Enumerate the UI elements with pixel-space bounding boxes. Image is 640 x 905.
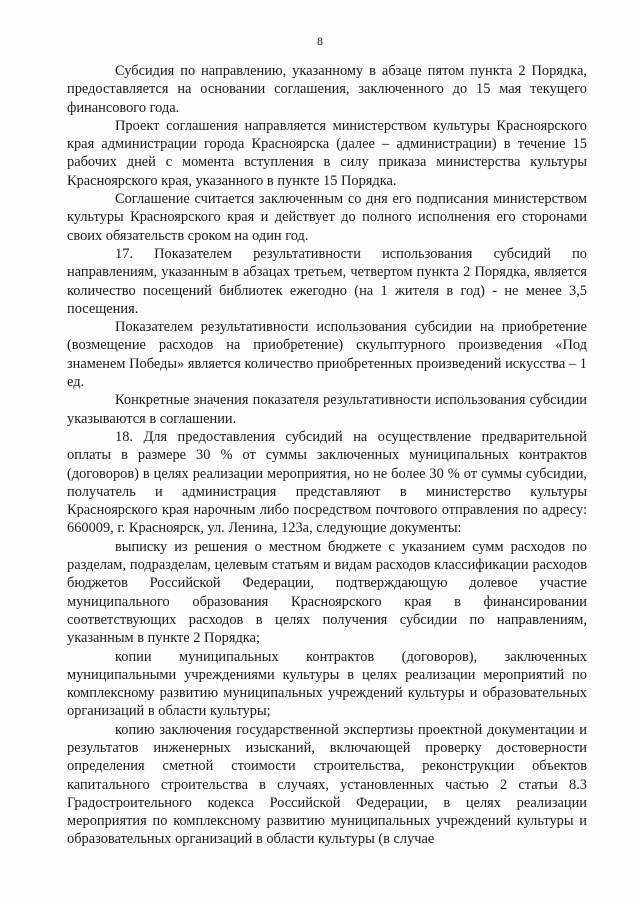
paragraph-draft-agreement: Проект соглашения направляется министерством культуры Красноярского края администрации города Красноярска (далее – администрации) в течение 15 рабочих дней с момента вступления в силу приказа министерства культуры Красноярского края, указанного в пункте 15 Порядка. <box>67 117 587 189</box>
paragraph-subsidy-agreement-date: Субсидия по направлению, указанному в абзаце пятом пункта 2 Порядка, предоставляется на основании соглашения, заключенного до 15 мая текущего финансового года. <box>67 63 587 116</box>
paragraph-item-17: 17. Показателем результативности использования субсидий по направлениям, указанным в абзацах третьем, четвертом пункта 2 Порядка, является количество посещений библиотек ежегодно (на 1 жителя в год) - не менее 3,5 посещения. <box>67 245 587 317</box>
paragraph-sculpture-indicator: Показателем результативности использования субсидии на приобретение (возмещение расходов на приобретение) скульптурного произведения «Под знаменем Победы» является количество приобретенных произведений искусства – 1 ед. <box>67 319 587 391</box>
paragraph-budget-extract: выписку из решения о местном бюджете с указанием сумм расходов по разделам, подразделам, целевым статьям и видам расходов классификации расходов бюджетов Российской Федерации, подтверждающую долевое участие муниципального образования Красноярского края в финансировании соответствующих расходов в целях получения субсидии по направлениям, указанным в пункте 2 Порядка; <box>67 538 587 647</box>
page-number: 8 <box>317 34 323 48</box>
paragraph-agreement-concluded: Соглашение считается заключенным со дня его подписания министерством культуры Красноярского края и действует до полного исполнения его сторонами своих обязательств сроком на один год. <box>67 191 587 244</box>
paragraph-expertise-copy: копию заключения государственной экспертизы проектной документации и результатов инженерных изысканий, включающей проверку достоверности определения сметной стоимости строительства, реконструкции объектов капитального строительства в случаях, установленных частью 2 статьи 8.3 Градостроительного кодекса Российской Федерации, в целях реализации мероприятия по комплексному развитию муниципальных учреждений культуры и образовательных организаций в области культуры (в случае <box>67 721 587 848</box>
paragraph-item-18: 18. Для предоставления субсидий на осуществление предварительной оплаты в размере 30 % от суммы заключенных муниципальных контрактов (договоров) в целях реализации мероприятия, но не более 30 % от суммы субсидии, получатель и администрация представляют в министерство культуры Красноярского края нарочным либо посредством почтового отправления по адресу: 660009, г. Красноярск, ул. Ленина, 123а, следующие документы: <box>67 428 587 537</box>
paragraph-contract-copies: копии муниципальных контрактов (договоров), заключенных муниципальными учреждениями культуры в целях реализации мероприятий по комплексному развитию муниципальных учреждений культуры и образовательных организаций в области культуры; <box>67 648 587 720</box>
document-body <box>67 62 587 849</box>
paragraph-indicator-values: Конкретные значения показателя результативности использования субсидии указываются в соглашении. <box>67 392 587 427</box>
